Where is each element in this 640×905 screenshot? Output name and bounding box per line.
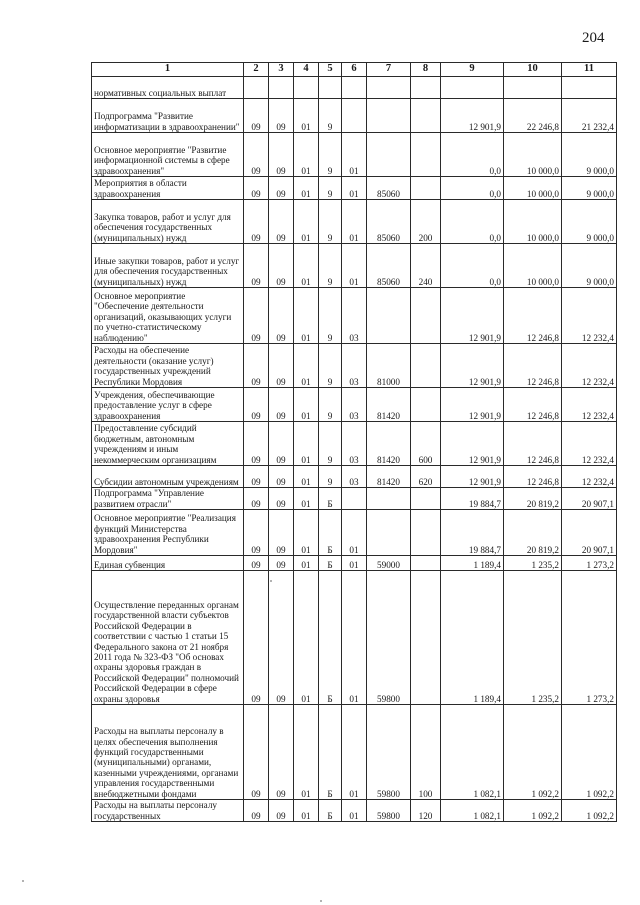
code-cell bbox=[367, 77, 411, 99]
table-row bbox=[92, 556, 617, 571]
code-cell: 01 bbox=[294, 388, 319, 422]
amount-cell: 12 232,4 bbox=[562, 388, 617, 422]
amount-cell: 1 092,2 bbox=[504, 800, 562, 822]
column-header: 10 bbox=[504, 63, 562, 77]
code-cell: 01 bbox=[342, 177, 367, 200]
code-cell bbox=[294, 77, 319, 99]
amount-cell: 12 901,9 bbox=[441, 288, 504, 344]
row-name-cell: Предоставление субсидий бюджетным, автономным учреждениям и иным некоммерческим организациям bbox=[92, 422, 244, 466]
code-cell bbox=[411, 288, 441, 344]
table-row bbox=[92, 571, 617, 705]
code-cell: 09 bbox=[244, 571, 269, 705]
code-cell bbox=[411, 510, 441, 556]
code-cell: 01 bbox=[294, 244, 319, 288]
row-name-cell: Расходы на выплаты персоналу в целях обеспечения выполнения функций государственными (муниципальными) органами, казенными учреждениями, органами управления государственными внебюджетными фондами bbox=[92, 705, 244, 800]
amount-cell: 10 000,0 bbox=[504, 177, 562, 200]
code-cell bbox=[411, 556, 441, 571]
table-row bbox=[92, 466, 617, 488]
amount-cell: 0,0 bbox=[441, 244, 504, 288]
row-name-cell: Основное мероприятие "Развитие информационной системы в сфере здравоохранения" bbox=[92, 133, 244, 177]
code-cell: 09 bbox=[244, 510, 269, 556]
row-name-cell: Подпрограмма "Развитие информатизации в здравоохранении" bbox=[92, 99, 244, 133]
code-cell: 01 bbox=[342, 571, 367, 705]
code-cell: Б bbox=[319, 556, 342, 571]
code-cell: 85060 bbox=[367, 244, 411, 288]
table-row bbox=[92, 77, 617, 99]
amount-cell: 20 819,2 bbox=[504, 510, 562, 556]
code-cell bbox=[244, 77, 269, 99]
table-row bbox=[92, 177, 617, 200]
code-cell: 09 bbox=[244, 488, 269, 510]
row-name-cell: Расходы на обеспечение деятельности (оказание услуг) государственных учреждений Республики Мордовия bbox=[92, 344, 244, 388]
code-cell: 09 bbox=[269, 510, 294, 556]
table-row bbox=[92, 200, 617, 244]
code-cell: 09 bbox=[244, 422, 269, 466]
column-header: 9 bbox=[441, 63, 504, 77]
code-cell: 85060 bbox=[367, 177, 411, 200]
code-cell: 9 bbox=[319, 422, 342, 466]
column-header: 1 bbox=[92, 63, 244, 77]
code-cell: 03 bbox=[342, 422, 367, 466]
code-cell: 09 bbox=[269, 488, 294, 510]
table-row bbox=[92, 244, 617, 288]
amount-cell: 12 246,8 bbox=[504, 466, 562, 488]
amount-cell: 19 884,7 bbox=[441, 510, 504, 556]
code-cell bbox=[411, 99, 441, 133]
code-cell: 59800 bbox=[367, 705, 411, 800]
row-name-cell: нормативных социальных выплат bbox=[92, 77, 244, 99]
amount-cell: 10 000,0 bbox=[504, 244, 562, 288]
code-cell: 9 bbox=[319, 133, 342, 177]
code-cell: 03 bbox=[342, 388, 367, 422]
code-cell bbox=[411, 133, 441, 177]
amount-cell: 9 000,0 bbox=[562, 244, 617, 288]
table-row bbox=[92, 133, 617, 177]
code-cell: 9 bbox=[319, 99, 342, 133]
code-cell: 09 bbox=[269, 388, 294, 422]
code-cell: 59000 bbox=[367, 556, 411, 571]
table-header-row bbox=[92, 63, 617, 77]
code-cell: Б bbox=[319, 571, 342, 705]
code-cell: 03 bbox=[342, 344, 367, 388]
amount-cell: 12 232,4 bbox=[562, 344, 617, 388]
code-cell: 09 bbox=[244, 200, 269, 244]
amount-cell: 12 901,9 bbox=[441, 344, 504, 388]
code-cell: 09 bbox=[244, 466, 269, 488]
amount-cell: 12 246,8 bbox=[504, 388, 562, 422]
table-row bbox=[92, 705, 617, 800]
code-cell bbox=[319, 77, 342, 99]
code-cell bbox=[411, 344, 441, 388]
code-cell bbox=[342, 99, 367, 133]
code-cell: 09 bbox=[269, 99, 294, 133]
code-cell bbox=[411, 488, 441, 510]
code-cell: 09 bbox=[269, 705, 294, 800]
code-cell: 59800 bbox=[367, 571, 411, 705]
column-header: 4 bbox=[294, 63, 319, 77]
code-cell: 01 bbox=[294, 800, 319, 822]
code-cell: 09 bbox=[269, 200, 294, 244]
code-cell: 01 bbox=[342, 800, 367, 822]
code-cell: 9 bbox=[319, 288, 342, 344]
table-row bbox=[92, 344, 617, 388]
amount-cell: 12 901,9 bbox=[441, 99, 504, 133]
code-cell: 09 bbox=[269, 466, 294, 488]
amount-cell: 1 092,2 bbox=[562, 705, 617, 800]
amount-cell bbox=[562, 77, 617, 99]
code-cell: 09 bbox=[244, 556, 269, 571]
amount-cell bbox=[504, 77, 562, 99]
code-cell: 01 bbox=[294, 705, 319, 800]
code-cell: 09 bbox=[269, 177, 294, 200]
amount-cell: 1 092,2 bbox=[504, 705, 562, 800]
amount-cell: 9 000,0 bbox=[562, 200, 617, 244]
code-cell: 09 bbox=[244, 133, 269, 177]
scan-speck bbox=[270, 580, 272, 582]
code-cell bbox=[411, 177, 441, 200]
code-cell: 01 bbox=[294, 556, 319, 571]
amount-cell: 12 246,8 bbox=[504, 288, 562, 344]
code-cell: 81420 bbox=[367, 388, 411, 422]
amount-cell: 9 000,0 bbox=[562, 133, 617, 177]
code-cell: 01 bbox=[294, 466, 319, 488]
code-cell bbox=[367, 488, 411, 510]
column-header: 7 bbox=[367, 63, 411, 77]
code-cell: 03 bbox=[342, 288, 367, 344]
code-cell: 03 bbox=[342, 466, 367, 488]
amount-cell: 12 232,4 bbox=[562, 288, 617, 344]
scan-speck bbox=[320, 900, 322, 902]
amount-cell bbox=[441, 77, 504, 99]
code-cell bbox=[367, 288, 411, 344]
code-cell bbox=[367, 510, 411, 556]
code-cell: Б bbox=[319, 510, 342, 556]
code-cell: 09 bbox=[244, 388, 269, 422]
row-name-cell: Мероприятия в области здравоохранения bbox=[92, 177, 244, 200]
row-name-cell: Основное мероприятие "Реализация функций Министерства здравоохранения Республики Мордовия" bbox=[92, 510, 244, 556]
code-cell: 01 bbox=[294, 99, 319, 133]
code-cell: 01 bbox=[342, 705, 367, 800]
code-cell: Б bbox=[319, 800, 342, 822]
code-cell: 81420 bbox=[367, 466, 411, 488]
code-cell: 59800 bbox=[367, 800, 411, 822]
code-cell: 9 bbox=[319, 388, 342, 422]
amount-cell: 10 000,0 bbox=[504, 200, 562, 244]
amount-cell: 20 907,1 bbox=[562, 488, 617, 510]
column-header: 6 bbox=[342, 63, 367, 77]
amount-cell: 1 082,1 bbox=[441, 800, 504, 822]
amount-cell: 1 082,1 bbox=[441, 705, 504, 800]
code-cell: 09 bbox=[269, 133, 294, 177]
code-cell: 01 bbox=[294, 571, 319, 705]
amount-cell: 1 189,4 bbox=[441, 571, 504, 705]
code-cell: 01 bbox=[294, 422, 319, 466]
code-cell: 01 bbox=[294, 200, 319, 244]
code-cell: 01 bbox=[342, 133, 367, 177]
column-header: 8 bbox=[411, 63, 441, 77]
row-name-cell: Учреждения, обеспечивающие предоставление услуг в сфере здравоохранения bbox=[92, 388, 244, 422]
code-cell: 09 bbox=[269, 571, 294, 705]
page-number: 204 bbox=[582, 30, 605, 46]
amount-cell: 12 232,4 bbox=[562, 422, 617, 466]
code-cell bbox=[342, 488, 367, 510]
row-name-cell: Расходы на выплаты персоналу государственных bbox=[92, 800, 244, 822]
row-name-cell: Основное мероприятие "Обеспечение деятельности организаций, оказывающих услуги по учетно-статистическому наблюдению" bbox=[92, 288, 244, 344]
code-cell: 09 bbox=[269, 800, 294, 822]
table-body bbox=[92, 77, 617, 822]
code-cell: 240 bbox=[411, 244, 441, 288]
code-cell: 01 bbox=[342, 244, 367, 288]
amount-cell: 19 884,7 bbox=[441, 488, 504, 510]
code-cell: 620 bbox=[411, 466, 441, 488]
code-cell: 01 bbox=[342, 510, 367, 556]
table-row bbox=[92, 288, 617, 344]
code-cell bbox=[342, 77, 367, 99]
code-cell: 120 bbox=[411, 800, 441, 822]
code-cell: 81000 bbox=[367, 344, 411, 388]
code-cell: 9 bbox=[319, 200, 342, 244]
amount-cell: 20 907,1 bbox=[562, 510, 617, 556]
code-cell: 09 bbox=[269, 422, 294, 466]
budget-table bbox=[91, 62, 617, 822]
column-header: 3 bbox=[269, 63, 294, 77]
amount-cell: 1 273,2 bbox=[562, 556, 617, 571]
code-cell: 81420 bbox=[367, 422, 411, 466]
row-name-cell: Единая субвенция bbox=[92, 556, 244, 571]
amount-cell: 12 246,8 bbox=[504, 344, 562, 388]
code-cell bbox=[411, 388, 441, 422]
code-cell: 09 bbox=[269, 288, 294, 344]
code-cell: 01 bbox=[342, 556, 367, 571]
row-name-cell: Подпрограмма "Управление развитием отрасли" bbox=[92, 488, 244, 510]
code-cell: 09 bbox=[244, 800, 269, 822]
row-name-cell: Закупка товаров, работ и услуг для обеспечения государственных (муниципальных) нужд bbox=[92, 200, 244, 244]
table-row bbox=[92, 510, 617, 556]
code-cell: 200 bbox=[411, 200, 441, 244]
code-cell: 9 bbox=[319, 344, 342, 388]
scan-speck bbox=[22, 880, 24, 882]
code-cell: Б bbox=[319, 705, 342, 800]
table-row bbox=[92, 422, 617, 466]
code-cell: 9 bbox=[319, 244, 342, 288]
amount-cell: 0,0 bbox=[441, 200, 504, 244]
row-name-cell: Субсидии автономным учреждениям bbox=[92, 466, 244, 488]
amount-cell: 9 000,0 bbox=[562, 177, 617, 200]
amount-cell: 1 235,2 bbox=[504, 556, 562, 571]
amount-cell: 21 232,4 bbox=[562, 99, 617, 133]
code-cell: 600 bbox=[411, 422, 441, 466]
amount-cell: 12 901,9 bbox=[441, 422, 504, 466]
amount-cell: 22 246,8 bbox=[504, 99, 562, 133]
code-cell: 01 bbox=[294, 344, 319, 388]
table-row bbox=[92, 800, 617, 822]
amount-cell: 12 246,8 bbox=[504, 422, 562, 466]
amount-cell: 1 189,4 bbox=[441, 556, 504, 571]
row-name-cell: Осуществление переданных органам государственной власти субъектов Российской Федерации в соответствии с частью 1 статьи 15 Федерального закона от 21 ноября 2011 года № 323-ФЗ "Об основах охраны здоровья граждан в Российской Федерации" полномочий Российской Федерации в сфере охраны здоровья bbox=[92, 571, 244, 705]
amount-cell: 12 232,4 bbox=[562, 466, 617, 488]
column-header: 5 bbox=[319, 63, 342, 77]
code-cell: 09 bbox=[269, 344, 294, 388]
code-cell: 01 bbox=[342, 200, 367, 244]
amount-cell: 12 901,9 bbox=[441, 388, 504, 422]
column-header: 2 bbox=[244, 63, 269, 77]
amount-cell: 0,0 bbox=[441, 177, 504, 200]
code-cell bbox=[411, 77, 441, 99]
code-cell: 09 bbox=[244, 288, 269, 344]
table-row bbox=[92, 388, 617, 422]
code-cell: 09 bbox=[244, 177, 269, 200]
code-cell: 09 bbox=[269, 244, 294, 288]
code-cell bbox=[269, 77, 294, 99]
amount-cell: 1 092,2 bbox=[562, 800, 617, 822]
amount-cell: 12 901,9 bbox=[441, 466, 504, 488]
amount-cell: 1 273,2 bbox=[562, 571, 617, 705]
code-cell: 01 bbox=[294, 288, 319, 344]
code-cell: 09 bbox=[244, 705, 269, 800]
column-header: 11 bbox=[562, 63, 617, 77]
code-cell: 01 bbox=[294, 510, 319, 556]
row-name-cell: Иные закупки товаров, работ и услуг для обеспечения государственных (муниципальных) нужд bbox=[92, 244, 244, 288]
table-row bbox=[92, 488, 617, 510]
code-cell: 09 bbox=[269, 556, 294, 571]
code-cell bbox=[367, 133, 411, 177]
table-row bbox=[92, 99, 617, 133]
amount-cell: 1 235,2 bbox=[504, 571, 562, 705]
code-cell: 01 bbox=[294, 488, 319, 510]
code-cell: 85060 bbox=[367, 200, 411, 244]
code-cell: 09 bbox=[244, 99, 269, 133]
code-cell bbox=[367, 99, 411, 133]
code-cell: 9 bbox=[319, 177, 342, 200]
code-cell: Б bbox=[319, 488, 342, 510]
amount-cell: 10 000,0 bbox=[504, 133, 562, 177]
code-cell: 09 bbox=[244, 344, 269, 388]
amount-cell: 20 819,2 bbox=[504, 488, 562, 510]
code-cell: 100 bbox=[411, 705, 441, 800]
code-cell bbox=[411, 571, 441, 705]
code-cell: 9 bbox=[319, 466, 342, 488]
code-cell: 01 bbox=[294, 177, 319, 200]
code-cell: 09 bbox=[244, 244, 269, 288]
code-cell: 01 bbox=[294, 133, 319, 177]
amount-cell: 0,0 bbox=[441, 133, 504, 177]
